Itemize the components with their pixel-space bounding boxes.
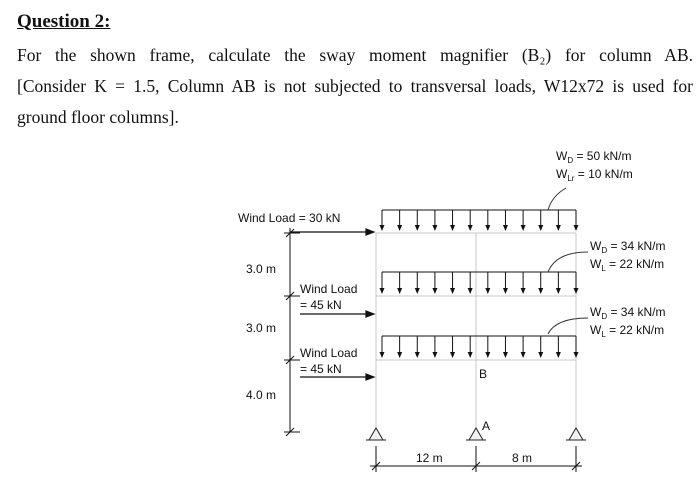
storey-height-3: 3.0 m — [246, 262, 277, 276]
floor1-load-arrow — [380, 336, 385, 358]
roof-load-arrow — [380, 210, 385, 231]
roof-load-arrow — [468, 210, 473, 231]
floor1-load-arrow — [521, 336, 526, 358]
floor1-load-arrow — [485, 336, 490, 358]
floor2-load-leader — [548, 252, 588, 272]
floor2-load-arrow — [574, 272, 579, 294]
floor1-load-arrow — [538, 336, 543, 358]
height-dimension — [284, 228, 300, 436]
floor1-load-arrow — [397, 336, 402, 358]
storey-height-1: 4.0 m — [246, 388, 277, 402]
joint-b-label: B — [479, 367, 488, 381]
floor2-load-arrow — [415, 272, 420, 294]
frame-members — [376, 233, 576, 432]
floor2-dead-load-label: $W_D = 34$ kN/m — [590, 239, 666, 255]
bay-width-1: 12 m — [416, 451, 443, 465]
floor1-load-arrow — [468, 336, 473, 358]
question-title: Question 2: — [17, 11, 111, 32]
roof-load-arrow — [574, 210, 579, 231]
roof-load-arrow — [432, 210, 437, 231]
floor2-load-arrow — [432, 272, 437, 294]
storey-height-2: 3.0 m — [246, 321, 277, 335]
question-line-1: For the shown frame, calculate the sway moment magnifier (B₂) for column AB. — [17, 45, 693, 65]
floor1-load-arrow — [415, 336, 420, 358]
floor2-live-load-label: $W_L = 22$ kN/m — [590, 257, 665, 273]
roof-load-arrow — [521, 210, 526, 231]
roof-load-arrow — [415, 210, 420, 231]
roof-live-load-label: $W_{Lr} = 10$ kN/m — [556, 167, 633, 183]
wind-load-roof-label: Wind Load = 30 kN — [238, 211, 341, 225]
floor1-dead-load-label: $W_D = 34$ kN/m — [590, 305, 666, 321]
roof-load-arrow — [538, 210, 543, 231]
roof-load-arrows — [380, 210, 579, 231]
floor2-load-arrow — [556, 272, 561, 294]
wind-load-floor1-label-2: = 45 kN — [300, 362, 342, 376]
floor1-load-arrow — [574, 336, 579, 358]
floor2-load-arrow — [503, 272, 508, 294]
question-line-3: ground floor columns]. — [17, 107, 179, 127]
floor1-load-arrow — [450, 336, 455, 358]
floor1-live-load-label: $W_L = 22$ kN/m — [590, 323, 665, 339]
floor2-load-arrow — [521, 272, 526, 294]
bay-width-2: 8 m — [512, 451, 533, 465]
floor1-load-arrows — [380, 336, 579, 358]
wind-arrow-roof — [290, 229, 374, 235]
floor1-load-leader — [548, 318, 588, 334]
floor2-load-arrow — [450, 272, 455, 294]
roof-load-leader — [548, 188, 566, 210]
support-left — [366, 428, 386, 440]
roof-dead-load-label: $W_D = 50$ kN/m — [556, 149, 632, 165]
roof-load-arrow — [397, 210, 402, 231]
floor2-load-arrow — [380, 272, 385, 294]
wind-load-floor2-label-1: Wind Load — [300, 282, 358, 296]
roof-load-arrow — [556, 210, 561, 231]
floor2-load-arrow — [468, 272, 473, 294]
wind-load-floor1-label-1: Wind Load — [300, 346, 358, 360]
roof-load-arrow — [485, 210, 490, 231]
floor1-load-arrow — [432, 336, 437, 358]
floor2-load-arrow — [485, 272, 490, 294]
roof-load-arrow — [503, 210, 508, 231]
roof-load-arrow — [450, 210, 455, 231]
floor2-load-arrows — [380, 272, 579, 294]
question-line-2: [Consider K = 1.5, Column AB is not subjected to transversal loads, W12x72 is used for — [17, 76, 693, 96]
floor2-load-arrow — [397, 272, 402, 294]
wind-load-floor2-label-2: = 45 kN — [300, 298, 342, 312]
floor1-load-arrow — [503, 336, 508, 358]
joint-a-label: A — [482, 419, 491, 433]
support-right — [566, 428, 586, 440]
floor2-load-arrow — [538, 272, 543, 294]
floor1-load-arrow — [556, 336, 561, 358]
width-dimension — [370, 446, 582, 472]
